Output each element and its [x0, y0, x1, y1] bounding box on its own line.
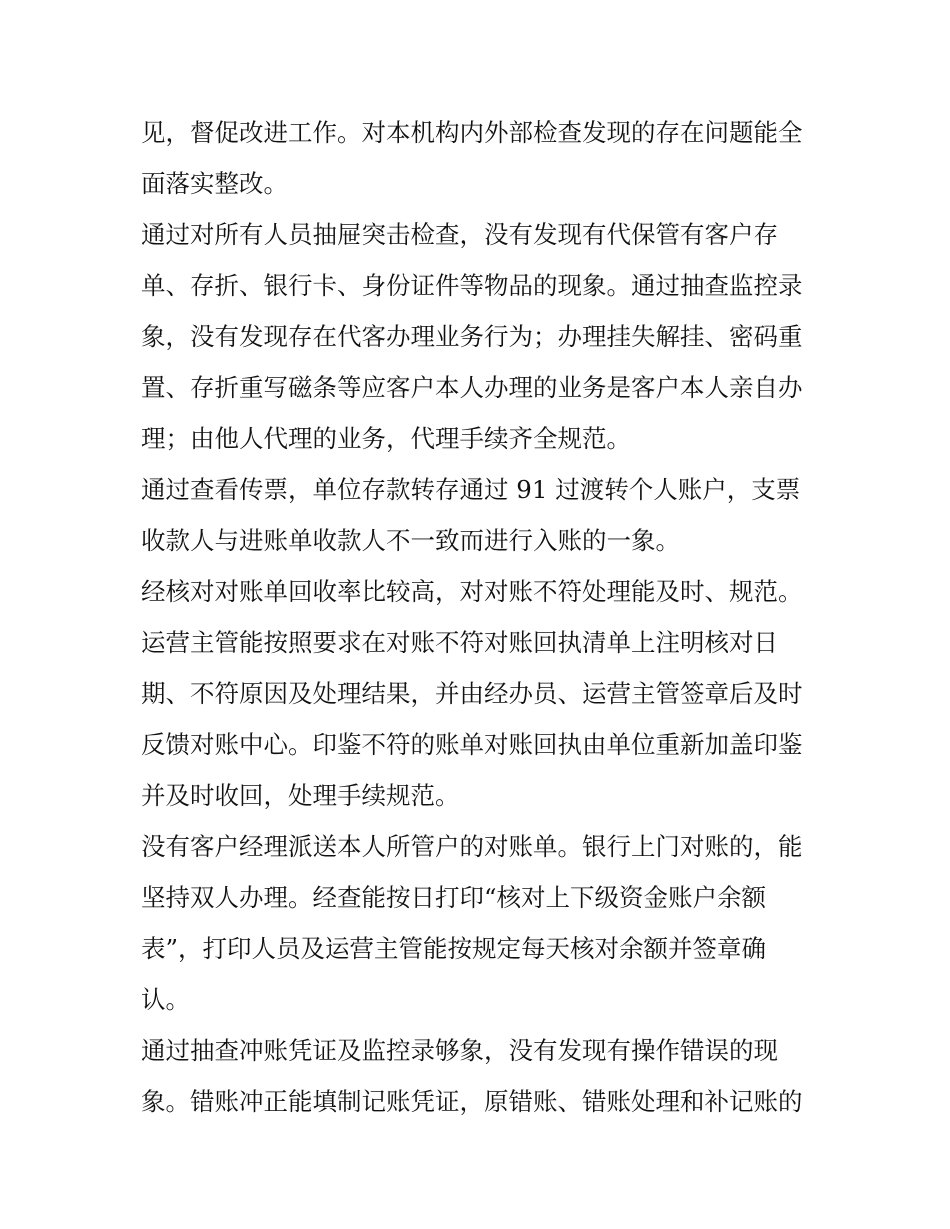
text-line: 通过抽查冲账凭证及监控录够象，没有发现有操作错误的现 — [141, 1036, 778, 1065]
text-line: 通过对所有人员抽屉突击检查，没有发现有代保管有客户存 — [141, 220, 778, 249]
text-line: 并及时收回，处理手续规范。 — [141, 781, 460, 810]
text-line: 象，没有发现存在代客办理业务行为；办理挂失解挂、密码重 — [141, 322, 803, 351]
text-line: 反馈对账中心。印鉴不符的账单对账回执由单位重新加盖印鉴 — [141, 730, 803, 759]
text-line: 通过查看传票，单位存款转存通过 91 过渡转个人账户，支票 — [141, 475, 801, 504]
document-body — [141, 107, 813, 1127]
text-line: 单、存折、银行卡、身份证件等物品的现象。通过抽查监控录 — [141, 271, 803, 300]
text-line: 象。错账冲正能填制记账凭证，原错账、错账处理和补记账的 — [141, 1087, 803, 1116]
text-line: 见，督促改进工作。对本机构内外部检查发现的存在问题能全 — [141, 118, 803, 147]
text-line: 没有客户经理派送本人所管户的对账单。银行上门对账的，能 — [141, 832, 803, 861]
text-line: 表”，打印人员及运营主管能按规定每天核对余额并签章确 — [141, 934, 767, 963]
text-line: 坚持双人办理。经查能按日打印“核对上下级资金账户余额 — [141, 883, 767, 912]
text-line: 收款人与进账单收款人不一致而进行入账的一象。 — [141, 526, 680, 555]
text-line: 认。 — [141, 985, 190, 1014]
text-line: 置、存折重写磁条等应客户本人办理的业务是客户本人亲自办 — [141, 373, 803, 402]
text-line: 期、不符原因及处理结果，并由经办员、运营主管签章后及时 — [141, 679, 803, 708]
text-line: 运营主管能按照要求在对账不符对账回执清单上注明核对日 — [141, 628, 778, 657]
text-line: 经核对对账单回收率比较高，对对账不符处理能及时、规范。 — [141, 577, 803, 606]
text-line: 面落实整改。 — [141, 169, 288, 198]
text-line: 理；由他人代理的业务，代理手续齐全规范。 — [141, 424, 631, 453]
